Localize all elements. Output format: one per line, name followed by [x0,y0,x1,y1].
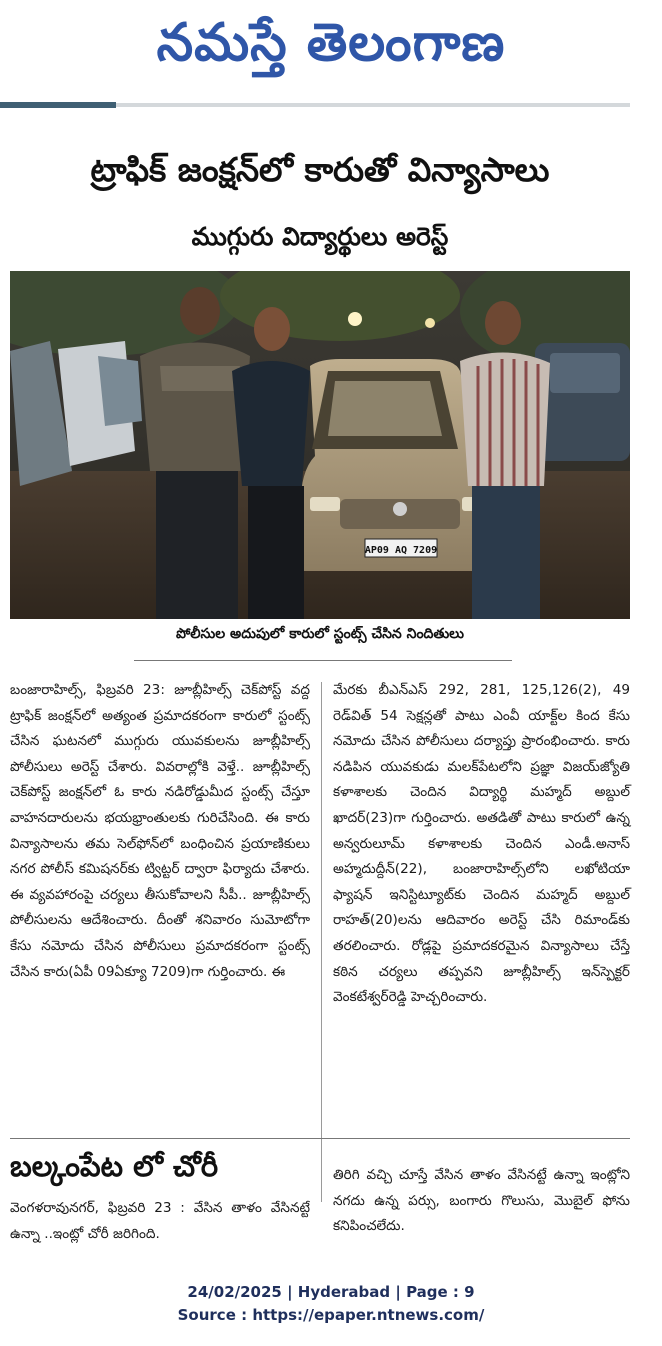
page-cutoff [0,1262,662,1274]
story2-body-left: వెంగళరావునగర్, ఫిబ్రవరి 23 : వేసిన తాళం వేసినట్టే ఉన్నా ..ఇంట్లో చోరీ జరిగింది. [10,1200,310,1242]
story2-headline: బల్కంపేట లో చోరీ [10,1149,219,1183]
article-body-left: బంజారాహిల్స్, ఫిబ్రవరి 23: జూబ్లీహిల్స్ చెక్‌పోస్ట్ వద్ద ట్రాఫిక్ జంక్షన్‌లో అత్యంత ప్రమాదకరంగా కారులో స్టంట్స్ చేసిన ఘటనలో ముగ్గురు యువకులను జూబ్లీహిల్స్ పోలీసులు అరెస్ట్ చేశారు. వివరాల్లోకి వెళ్తే.. జూబ్లీహిల్స్ చెక్‌పోస్ట్ జంక్షన్‌లో ఓ కారు నడిరోడ్డుమీద స్టంట్స్ చేస్తూ వాహనదారులను భయభ్రాంతులకు గురిచేసింది. ఈ కారు విన్యాసాలను తమ సెల్‌ఫోన్‌లో బంధించిన ప్రయాణికులు నగర పోలీస్ కమిషనర్‌కు ట్విట్టర్ ద్వారా ఫిర్యాదు చేశారు. ఈ వ్యవహారంపై చర్యలు తీసుకోవాలని సీపీ.. జూబ్లీహిల్స్ పోలీసులను ఆదేశించారు. దీంతో శనివారం సుమోటోగా కేసు నమోదు చేసిన పోలీసులు ప్రమాదకరంగా స్టంట్స్ చేసిన కారు(ఏపీ 09ఏక్యూ 7209)గా గుర్తించారు. ఈ [10,682,310,980]
column-divider [321,682,322,1202]
caption-rule [134,660,512,661]
article-subheadline: ముగ్గురు విద్యార్థులు అరెస్ట్ [191,222,449,251]
article-column-right [333,678,630,1011]
article-column-left [10,678,310,985]
masthead [0,0,662,92]
article-body-right: మేరకు బీఎన్ఎస్ 292, 281, 125,126(2), 49 రెడ్‌విత్ 54 సెక్షన్లతో పాటు ఎంవీ యాక్ట్‌ల కింద కేసు నమోదు చేసిన పోలీసులు దర్యాప్తు ప్రారంభించారు. కారు నడిపిన యువకుడు మలక్‌పేటలోని ప్రజ్ఞా విజయ్‌జ్యోతి కళాశాలకు చెందిన విద్యార్థి మహ్మద్ అబ్దుల్ ఖాదర్(23)గా గుర్తించారు. అతడితో పాటు కారులో ఉన్న అన్వరులూమ్ కళాశాలకు చెందిన ఎండీ.అనాస్ అహ్మదుద్దీన్(22), బంజారాహిల్స్‌లోని లఖోటియా ఫ్యాషన్ ఇనిస్టిట్యూట్‌కు చెందిన మహ్మద్ అబ్దుల్ రాహత్(20)లను ఆదివారం అరెస్ట్ చేసి రిమాండ్‌కు తరలించారు. రోడ్లపై ప్రమాదకరమైన విన్యాసాలు చేస్తే కఠిన చర్యలు తప్పవని జూబ్లీహిల్స్ ఇన్‌స్పెక్టర్ వెంకటేశ్వర్‌రెడ్డి హెచ్చరించారు. [333,682,630,1006]
article-photo [10,271,630,619]
newspaper-logo: నమస్తే తెలంగాణ [156,12,506,73]
footer-source: Source : https://epaper.ntnews.com/ [177,1306,485,1324]
section-rule [10,1138,630,1139]
masthead-rule-accent [0,102,116,108]
masthead-rule [116,103,630,107]
footer-date-page: 24/02/2025 | Hyderabad | Page : 9 [187,1283,475,1301]
article-headline: ట్రాఫిక్ జంక్షన్‌లో కారుతో విన్యాసాలు [90,150,550,189]
number-plate: AP09 AQ 7209 [364,545,438,556]
story2-body-right: తిరిగి వచ్చి చూస్తే వేసిన తాళం వేసినట్టే ఉన్నా ఇంట్లోని నగదు ఉన్న పర్సు, బంగారు గొలుసు, మొబైల్ ఫోను కనిపించలేదు. [333,1167,630,1235]
photo-caption: పోలీసుల అదుపులో కారులో స్టంట్స్ చేసిన నిందితులు [176,626,464,642]
